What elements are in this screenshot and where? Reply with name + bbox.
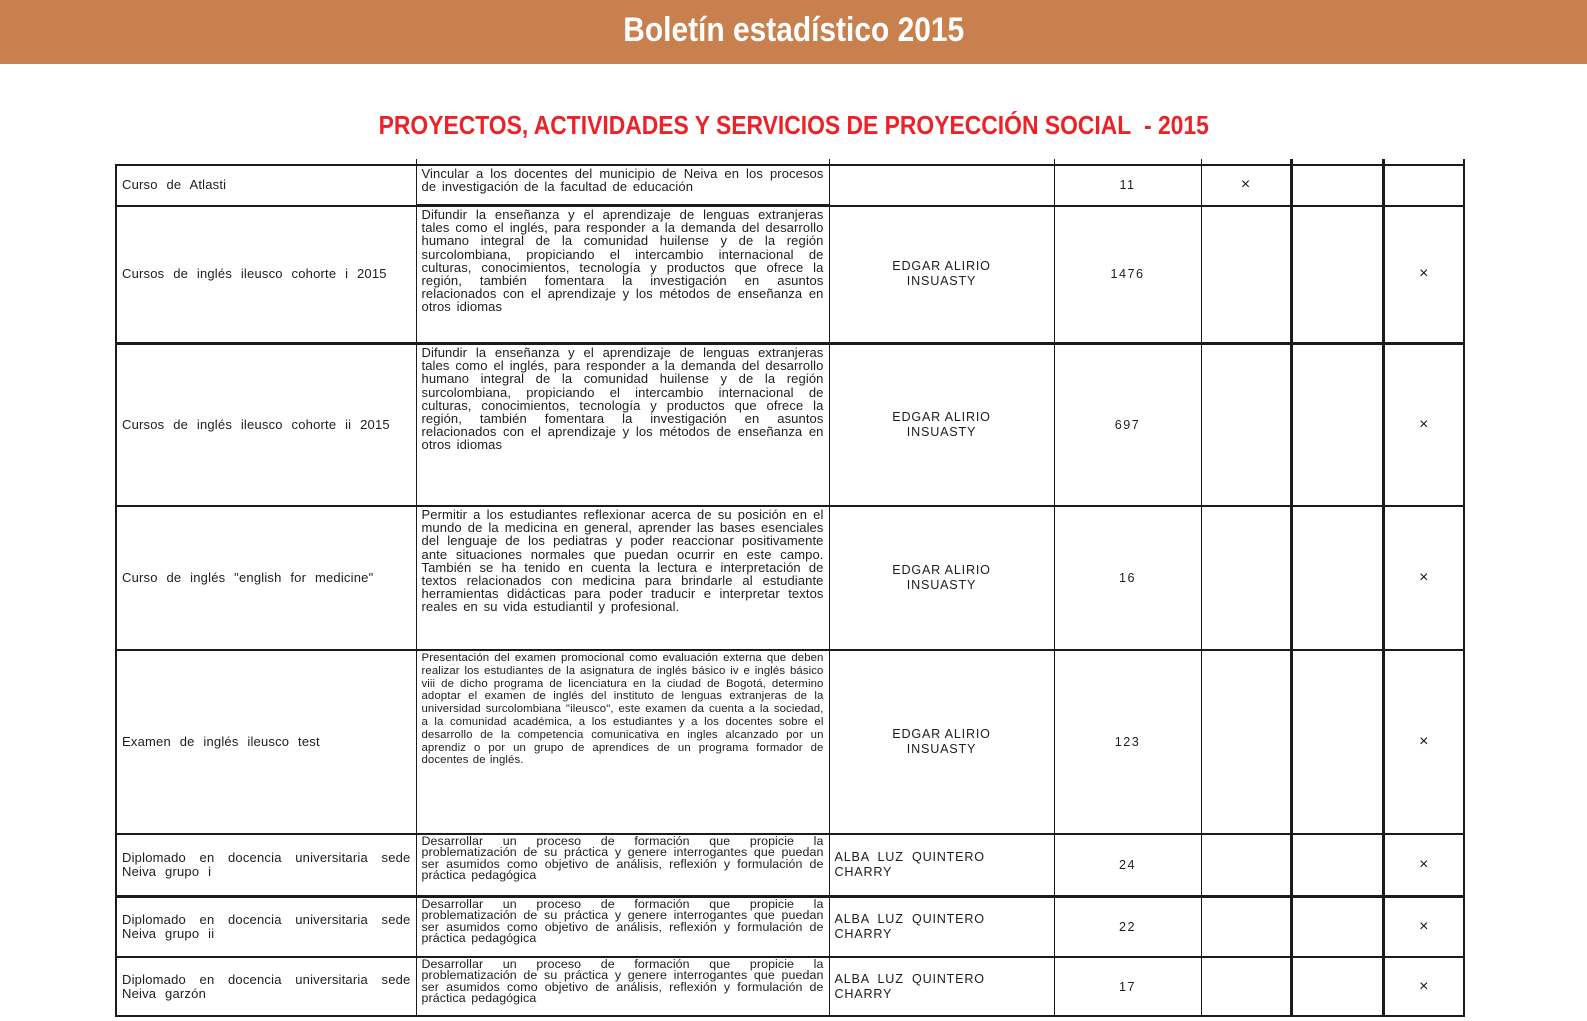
- mark-cell-1: [1201, 506, 1291, 650]
- project-name-cell: Curso de inglés "english for medicine": [116, 506, 416, 650]
- responsible-cell: [829, 344, 1054, 507]
- responsible-line: EDGAR ALIRIO: [892, 727, 991, 741]
- responsible-line: EDGAR ALIRIO: [892, 410, 991, 424]
- table-row: [116, 957, 1464, 1016]
- responsible-cell: [829, 897, 1054, 958]
- mark-cell-3: ×: [1383, 834, 1464, 897]
- project-name-cell: Diplomado en docencia universitaria sede Neiva grupo i: [116, 834, 416, 897]
- banner: [0, 0, 1587, 64]
- beneficiaries-count-cell: 22: [1054, 897, 1201, 958]
- banner-title: Boletín estadístico 2015: [623, 11, 964, 49]
- responsible-line: INSUASTY: [906, 425, 977, 439]
- projects-table-wrap: [115, 159, 1465, 1017]
- responsible-line: CHARRY: [834, 865, 893, 879]
- mark-cell-1: [1201, 344, 1291, 507]
- mark-cell-3: ×: [1383, 506, 1464, 650]
- objective-cell: Difundir la enseñanza y el aprendizaje de lenguas extranjeras tales como el inglés, para responder a la demanda del desarrollo humano integral de la comunidad huilense y de la región surcolombiana, propiciando el intercambio internacional de culturas, conocimientos, tecnología y productos que ofrece la región, también fomentara la investigación en asuntos relacionados con el aprendizaje y los métodos de enseñanza en otros idiomas: [416, 206, 829, 344]
- beneficiaries-count-cell: 123: [1054, 650, 1201, 834]
- responsible-cell: [829, 506, 1054, 650]
- page-heading: PROYECTOS, ACTIVIDADES Y SERVICIOS DE PROYECCIÓN SOCIAL - 2015: [378, 110, 1209, 140]
- mark-cell-2: [1291, 165, 1383, 206]
- responsible-cell: [829, 650, 1054, 834]
- mark-cell-3: ×: [1383, 650, 1464, 834]
- objective-cell: Permitir a los estudiantes reflexionar acerca de su posición en el mundo de la medicina en general, aprender las bases esenciales del lenguaje de los pediatras y poder reaccionar positivamente ante situaciones normales que puedan ocurrir en este campo. También se ha tenido en cuenta la lectura e interpretación de textos relacionados con medicina para brindarle al estudiante herramientas didácticas para poder traducir e interpretar textos reales en su vida estudiantil y profesional.: [416, 506, 829, 650]
- table-row: [116, 506, 1464, 650]
- mark-cell-2: [1291, 957, 1383, 1016]
- responsible-line: INSUASTY: [906, 578, 977, 592]
- projects-table: [115, 159, 1465, 1017]
- responsible-line: ALBA LUZ QUINTERO: [834, 912, 985, 926]
- mark-cell-3: [1383, 165, 1464, 206]
- beneficiaries-count-cell: 17: [1054, 957, 1201, 1016]
- responsible-line: EDGAR ALIRIO: [892, 259, 991, 274]
- mark-cell-3: ×: [1383, 897, 1464, 958]
- mark-cell-3: ×: [1383, 957, 1464, 1016]
- mark-cell-1: [1201, 834, 1291, 897]
- projects-table-body: [116, 159, 1464, 1016]
- table-row: [116, 165, 1464, 206]
- mark-cell-2: [1291, 897, 1383, 958]
- project-name-cell: Curso de Atlasti: [116, 165, 416, 206]
- mark-cell-1: [1201, 897, 1291, 958]
- table-row: [116, 344, 1464, 507]
- objective-cell: Vincular a los docentes del municipio de Neiva en los procesos de investigación de la facultad de educación: [416, 165, 829, 206]
- page-heading-wrap: [0, 110, 1587, 141]
- responsible-line: INSUASTY: [906, 274, 977, 289]
- responsible-cell: [829, 206, 1054, 344]
- responsible-cell: [829, 957, 1054, 1016]
- objective-cell: Desarrollar un proceso de formación que propicie la problematización de su práctica y genere interrogantes que puedan ser asumidos como objetivo de análisis, reflexión y formulación de práctica pedagógica: [416, 834, 829, 897]
- mark-cell-1: [1201, 206, 1291, 344]
- objective-cell: Desarrollar un proceso de formación que propicie la problematización de su práctica y genere interrogantes que puedan ser asumidos como objetivo de análisis, reflexión y formulación de práctica pedagógica: [416, 897, 829, 958]
- project-name-cell: Diplomado en docencia universitaria sede Neiva garzón: [116, 957, 416, 1016]
- table-row: [116, 897, 1464, 958]
- mark-cell-1: ×: [1201, 165, 1291, 206]
- project-name-cell: Cursos de inglés ileusco cohorte i 2015: [116, 206, 416, 344]
- beneficiaries-count-cell: 1476: [1054, 206, 1201, 344]
- responsible-line: INSUASTY: [906, 742, 977, 756]
- responsible-line: EDGAR ALIRIO: [892, 563, 991, 577]
- beneficiaries-count-cell: 24: [1054, 834, 1201, 897]
- beneficiaries-count-cell: 11: [1054, 165, 1201, 206]
- responsible-line: CHARRY: [834, 927, 893, 941]
- table-row: [116, 206, 1464, 344]
- beneficiaries-count-cell: 16: [1054, 506, 1201, 650]
- objective-cell: Difundir la enseñanza y el aprendizaje de lenguas extranjeras tales como el inglés, para responder a la demanda del desarrollo humano integral de la comunidad huilense y de la región surcolombiana, propiciando el intercambio internacional de culturas, conocimientos, tecnología y productos que ofrece la región, también fomentara la investigación en asuntos relacionados con el aprendizaje y los métodos de enseñanza en otros idiomas: [416, 344, 829, 507]
- project-name-cell: Diplomado en docencia universitaria sede Neiva grupo ii: [116, 897, 416, 958]
- mark-cell-2: [1291, 506, 1383, 650]
- mark-cell-2: [1291, 834, 1383, 897]
- mark-cell-2: [1291, 650, 1383, 834]
- beneficiaries-count-cell: 697: [1054, 344, 1201, 507]
- mark-cell-3: ×: [1383, 206, 1464, 344]
- mark-cell-2: [1291, 344, 1383, 507]
- objective-cell: Desarrollar un proceso de formación que propicie la problematización de su práctica y genere interrogantes que puedan ser asumidos como objetivo de análisis, reflexión y formulación de práctica pedagógica: [416, 957, 829, 1016]
- mark-cell-1: [1201, 650, 1291, 834]
- project-name-cell: Examen de inglés ileusco test: [116, 650, 416, 834]
- table-row: [116, 650, 1464, 834]
- responsible-cell: [829, 834, 1054, 897]
- responsible-line: ALBA LUZ QUINTERO: [834, 850, 985, 864]
- responsible-line: ALBA LUZ QUINTERO: [834, 971, 985, 986]
- mark-cell-1: [1201, 957, 1291, 1016]
- responsible-cell: [829, 165, 1054, 206]
- table-row: [116, 834, 1464, 897]
- project-name-cell: Cursos de inglés ileusco cohorte ii 2015: [116, 344, 416, 507]
- objective-cell: Presentación del examen promocional como evaluación externa que deben realizar los estudiantes de la asignatura de inglés básico iv e inglés básico viii de dicho programa de licenciatura en la ciudad de Bogotá, determino adoptar el examen de inglés del instituto de lenguas extranjeras de la universidad surcolombiana "ileusco", este examen da cuenta a la sociedad, a la comunidad académica, a los estudiantes y a los docentes sobre el desarrollo de la competencia comunicativa en ingles alcanzado por un aprendiz o por un grupo de aprendices de un programa formador de docentes de inglés.: [416, 650, 829, 834]
- responsible-line: CHARRY: [834, 986, 893, 1001]
- mark-cell-2: [1291, 206, 1383, 344]
- mark-cell-3: ×: [1383, 344, 1464, 507]
